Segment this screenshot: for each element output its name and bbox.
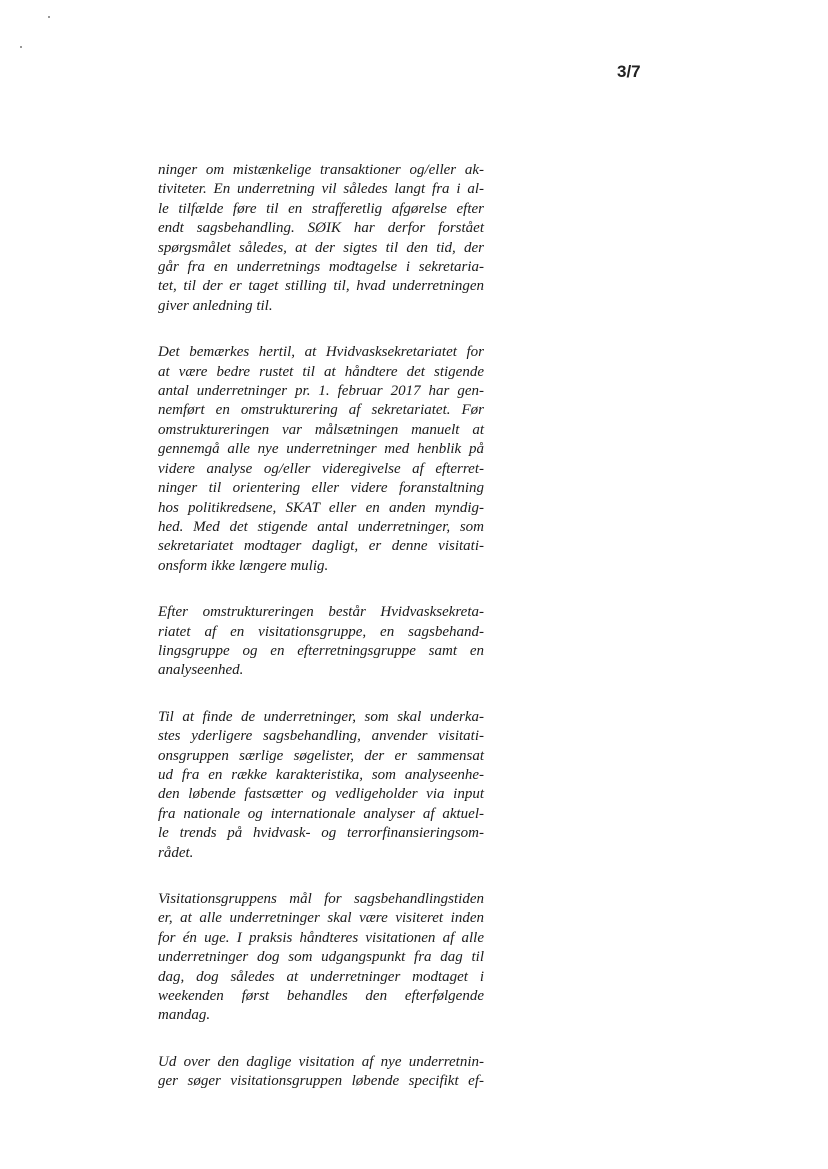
text-line: omstruktureringen var målsætningen manuelt at <box>158 421 484 438</box>
paragraph-1 <box>158 161 484 316</box>
text-line: analyseenhed. <box>158 662 244 679</box>
document-body <box>158 161 484 1119</box>
text-line: nemført en omstrukturering af sekretariatet. Før <box>158 402 484 419</box>
text-line: ninger til orientering eller videre foranstaltning <box>158 480 484 497</box>
text-line: Til at finde de underretninger, som skal underka- <box>158 708 484 725</box>
text-line: Ud over den daglige visitation af nye underretnin- <box>158 1053 484 1070</box>
text-line: Efter omstruktureringen består Hvidvasksekreta- <box>158 604 484 621</box>
paragraph-3 <box>158 603 484 681</box>
text-line: tet, til der er taget stilling til, hvad underretningen <box>158 278 484 295</box>
text-line: stes yderligere sagsbehandling, anvender visitati- <box>158 728 484 745</box>
text-line: for én uge. I praksis håndteres visitationen af alle <box>158 929 484 946</box>
text-line: antal underretninger pr. 1. februar 2017 har gen- <box>158 383 484 400</box>
text-line: hos politikredsene, SKAT eller en anden myndig- <box>158 499 484 516</box>
text-line: ger søger visitationsgruppen løbende specifikt ef- <box>158 1073 484 1090</box>
text-line: underretninger dog som udgangspunkt fra dag til <box>158 949 484 966</box>
text-line: Visitationsgruppens mål for sagsbehandlingstiden <box>158 891 484 907</box>
text-line: onsgruppen særlige søgelister, der er sammensat <box>158 747 484 764</box>
text-line: at være bedre rustet til at håndtere det stigende <box>158 363 484 380</box>
text-line: le trends på hvidvask- og terrorfinansieringsom- <box>158 825 484 842</box>
paragraph-5 <box>158 890 484 1026</box>
text-line: sekretariatet modtager dagligt, er denne visitati- <box>158 538 484 555</box>
text-line: giver anledning til. <box>158 297 273 314</box>
text-line: hed. Med det stigende antal underretninger, som <box>158 518 484 535</box>
text-line: riatet af en visitationsgruppe, en sagsbehand- <box>158 623 484 640</box>
paragraph-2 <box>158 343 484 576</box>
page-number: 3/7 <box>617 62 641 81</box>
text-line: mandag. <box>158 1007 211 1024</box>
text-line: Det bemærkes hertil, at Hvidvasksekretariatet for <box>158 344 484 361</box>
text-line: rådet. <box>158 844 194 861</box>
paragraph-4 <box>158 708 484 863</box>
text-line: weekenden først behandles den efterfølgende <box>158 988 484 1005</box>
text-line: gennemgå alle nye underretninger med henblik på <box>158 441 484 458</box>
scan-speck <box>20 46 22 48</box>
text-line: le tilfælde føre til en strafferetlig afgørelse efter <box>158 200 484 217</box>
text-line: er, at alle underretninger skal være visiteret inden <box>158 910 484 927</box>
text-line: ninger om mistænkelige transaktioner og/eller ak- <box>158 162 484 178</box>
text-line: onsform ikke længere mulig. <box>158 557 329 574</box>
text-line: fra nationale og internationale analyser af aktuel- <box>158 805 484 822</box>
text-line: går fra en underretnings modtagelse i sekretaria- <box>158 259 484 276</box>
text-line: ud fra en række karakteristika, som analyseenhe- <box>158 766 484 783</box>
text-line: lingsgruppe og en efterretningsgruppe samt en <box>158 642 484 659</box>
text-line: videre analyse og/eller videregivelse af efterret- <box>158 460 484 477</box>
scan-speck <box>48 16 50 18</box>
paragraph-6 <box>158 1053 484 1092</box>
text-line: spørgsmålet således, at der sigtes til den tid, der <box>158 239 484 256</box>
text-line: dag, dog således at underretninger modtaget i <box>158 968 484 985</box>
text-line: den løbende fastsætter og vedligeholder via input <box>158 786 484 803</box>
text-line: endt sagsbehandling. SØIK har derfor forstået <box>158 220 484 237</box>
text-line: tiviteter. En underretning vil således langt fra i al- <box>158 181 484 198</box>
